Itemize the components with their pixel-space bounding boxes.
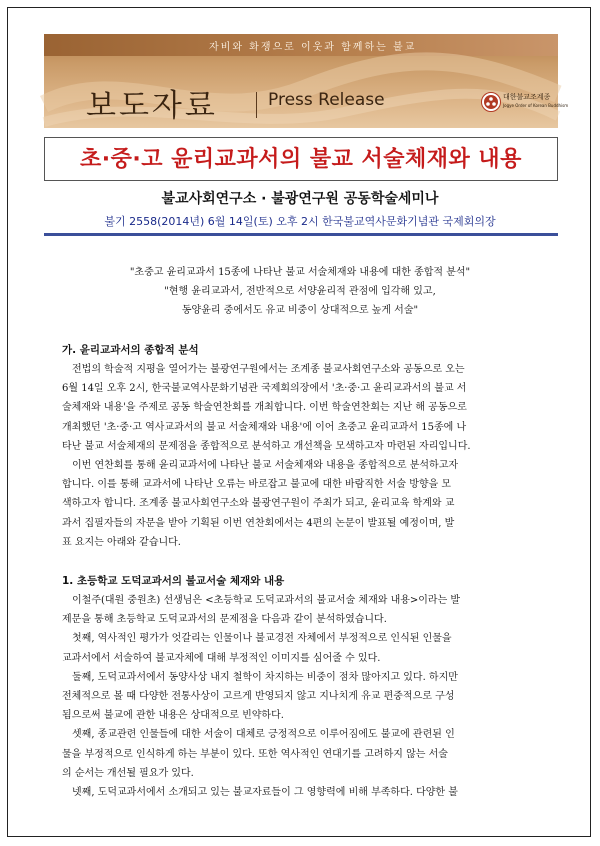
- summary-quotes: [0, 263, 600, 320]
- paragraph-line: 의 순서는 개선될 필요가 있다.: [62, 767, 194, 779]
- paragraph-line: 교과서에서 서술하여 불교자체에 대해 부정적인 이미지를 심어줄 수 있다.: [62, 652, 381, 664]
- header-rule: [44, 233, 558, 236]
- paragraph-line: 6월 14일 오후 2시, 한국불교역사문화기념관 국제회의장에서 '초·중·고 윤리교과서의 불교 서: [62, 383, 467, 395]
- paragraph-line: 셋째, 종교관련 인물들에 대한 서술이 대체로 긍정적으로 이루어짐에도 불교에 관련된 인: [72, 729, 455, 741]
- paragraph-line: 과서 집필자들의 자문을 받아 기획된 이번 연찬회에서는 4편의 논문이 발표될 예정이며, 발: [62, 517, 455, 529]
- subtitle: 불교사회연구소 · 불광연구원 공동학술세미나: [161, 191, 439, 207]
- paragraph-line: 개최했던 '초·중·고 역사교과서의 불교 서술체재와 내용'에 이어 초중고 윤리교과서 15종에 나: [62, 421, 467, 433]
- paragraph-line: 첫째, 역사적인 평가가 엇갈리는 인물이나 불교경전 자체에서 부정적으로 인식된 인물을: [72, 633, 452, 645]
- paragraph-line: 물을 부정적으로 인식하게 하는 부분이 있다. 또한 역사적인 연대기를 고려하지 않는 서술: [62, 748, 448, 760]
- banner-divider: [256, 92, 257, 118]
- press-release-banner: [44, 34, 569, 128]
- paragraph-line: 됨으로써 불교에 관한 내용은 상대적으로 빈약하다.: [62, 710, 284, 722]
- paragraph-line: 이철주(대원 중원초) 선생님은 <초등학교 도덕교과서의 불교서술 체재와 내용>이라는 발: [72, 595, 461, 606]
- section-1: [62, 572, 562, 802]
- banner-title-en: Press Release: [268, 90, 385, 110]
- section-heading: 1. 초등학교 도덕교과서의 불교서술 체재와 내용: [62, 575, 285, 587]
- paragraph-line: 색하고자 합니다. 조계종 불교사회연구소와 불광연구원이 주최가 되고, 윤리교육 학계와 교: [62, 498, 455, 510]
- paragraph-line: 이번 연찬회를 통해 윤리교과서에 나타난 불교 서술체재와 내용을 종합적으로 분석하고자: [72, 459, 459, 471]
- org-name-en: Jogye Order of Korean Buddhism: [503, 103, 569, 108]
- paragraph-line: 술체재와 내용'을 주제로 공동 학술연찬회를 개최합니다. 이번 학술연찬회는 지난 해 공동으로: [62, 402, 467, 414]
- paragraph-line: 표 요지는 아래와 같습니다.: [62, 536, 181, 548]
- paragraph-line: 전법의 학술적 지평을 열어가는 불광연구원에서는 조계종 불교사회연구소와 공동으로 오는: [72, 364, 465, 375]
- paragraph-line: 합니다. 이를 통해 교과서에 나타난 오류는 바로잡고 불교에 대한 바람직한 서술 방향을 모: [62, 479, 452, 491]
- paragraph-line: 전체적으로 볼 때 다양한 전통사상이 고르게 반영되지 않고 지나치게 유교 편중적으로 구성: [62, 690, 455, 702]
- quote-line: "초중고 윤리교과서 15종에 나타난 불교 서술체재와 내용에 대한 종합적 분석": [129, 267, 471, 278]
- org-name: 대한불교조계종: [503, 93, 551, 101]
- quote-line: 동양윤리 중에서도 유교 비중이 상대적으로 높게 서술": [181, 305, 419, 316]
- paragraph-line: 둘째, 도덕교과서에서 동양사상 내지 철학이 차지하는 비중이 점차 많아지고 있다. 하지만: [72, 671, 458, 683]
- paragraph-line: 타난 불교 서술체재의 문제점을 종합적으로 분석하고 개선책을 모색하고자 마련된 자리입니다.: [62, 440, 471, 452]
- headline: 초·중·고 윤리교과서의 불교 서술체재와 내용: [80, 147, 522, 172]
- section-ga: [62, 341, 562, 552]
- headline-box: [44, 137, 558, 181]
- jogye-order-emblem-icon: [481, 92, 501, 112]
- banner-slogan: 자비와 화쟁으로 이웃과 함께하는 불교: [209, 42, 417, 53]
- banner-title: 보도자료: [86, 88, 218, 124]
- section-heading: 가. 윤리교과서의 종합적 분석: [62, 344, 199, 356]
- paragraph-line: 넷째, 도덕교과서에서 소개되고 있는 불교자료들이 그 영향력에 비해 부족하다. 다양한 불: [72, 786, 458, 798]
- event-info: 불기 2558(2014년) 6월 14일(토) 오후 2시 한국불교역사문화기념관 국제회의장: [104, 215, 496, 228]
- paragraph-line: 제문을 통해 초등학교 도덕교과서의 문제점을 다음과 같이 분석하였습니다.: [62, 614, 387, 626]
- quote-line: "현행 윤리교과서, 전반적으로 서양윤리적 관점에 입각해 있고,: [164, 286, 436, 297]
